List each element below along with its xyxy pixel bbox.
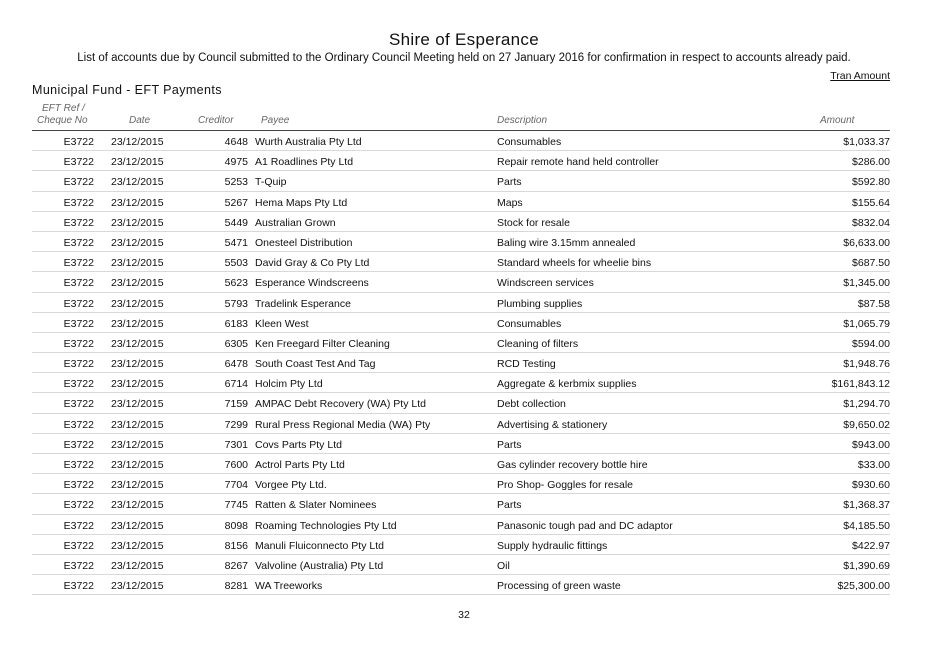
cell-amount: $4,185.50 — [843, 519, 890, 532]
cell-description: Standard wheels for wheelie bins — [497, 257, 652, 270]
cell-date: 23/12/2015 — [111, 459, 164, 471]
cell-payee: Onesteel Distribution — [255, 236, 353, 249]
cell-creditor: 8267 — [224, 559, 248, 572]
cell-payee: Esperance Windscreens — [255, 277, 369, 290]
cell-creditor: 7704 — [224, 479, 248, 492]
cell-amount: $422.97 — [852, 539, 890, 552]
cell-ref: E3722 — [63, 317, 94, 330]
cell-date: 23/12/2015 — [111, 297, 164, 310]
table-row — [32, 212, 890, 232]
cell-payee: Actrol Parts Pty Ltd — [255, 459, 345, 471]
cell-amount: $592.80 — [852, 176, 890, 189]
cell-payee: A1 Roadlines Pty Ltd — [255, 156, 354, 169]
cell-amount: $943.00 — [852, 438, 890, 451]
cell-amount: $1,345.00 — [843, 277, 890, 290]
cell-date: 23/12/2015 — [111, 539, 164, 552]
cell-ref: E3722 — [63, 257, 94, 270]
cell-creditor: 8098 — [224, 519, 248, 532]
cell-description: Aggregate & kerbmix supplies — [497, 378, 637, 391]
cell-date: 23/12/2015 — [111, 418, 164, 431]
cell-amount: $155.64 — [852, 196, 890, 209]
cell-creditor: 5253 — [224, 176, 248, 189]
cell-payee: Hema Maps Pty Ltd — [255, 196, 348, 209]
table-row — [32, 393, 890, 413]
table-row — [32, 313, 890, 333]
table-row — [32, 474, 890, 494]
cell-ref: E3722 — [63, 176, 94, 189]
cell-date: 23/12/2015 — [111, 277, 164, 290]
table-row — [32, 272, 890, 292]
cell-ref: E3722 — [63, 559, 94, 572]
cell-creditor: 5267 — [224, 196, 248, 209]
cell-ref: E3722 — [63, 337, 94, 350]
cell-amount: $1,065.79 — [843, 317, 890, 330]
cell-creditor: 5793 — [224, 297, 248, 310]
cell-amount: $9,650.02 — [843, 418, 890, 431]
cell-creditor: 6714 — [224, 378, 248, 391]
cell-ref: E3722 — [63, 358, 94, 371]
cell-creditor: 6478 — [224, 358, 248, 371]
cell-amount: $161,843.12 — [831, 378, 890, 391]
cell-creditor: 4648 — [224, 136, 248, 148]
cell-amount: $832.04 — [852, 216, 890, 229]
cell-description: Maps — [497, 196, 523, 209]
cell-description: Panasonic tough pad and DC adaptor — [497, 519, 673, 532]
table-row — [32, 575, 890, 595]
cell-payee: Covs Parts Pty Ltd — [255, 438, 342, 451]
cell-ref: E3722 — [63, 277, 94, 290]
table-row — [32, 454, 890, 474]
table-row — [32, 494, 890, 514]
cell-description: Processing of green waste — [497, 580, 621, 593]
cell-description: Debt collection — [497, 398, 566, 411]
table-row — [32, 232, 890, 252]
cell-creditor: 6305 — [224, 337, 248, 350]
cell-creditor: 8156 — [224, 539, 248, 552]
column-header-amount: Amount — [820, 115, 855, 126]
cell-payee: Australian Grown — [255, 216, 336, 229]
page-number: 32 — [458, 609, 470, 621]
cell-description: Consumables — [497, 317, 562, 330]
cell-ref: E3722 — [63, 499, 94, 512]
cell-creditor: 7299 — [224, 418, 248, 431]
cell-amount: $1,948.76 — [843, 358, 890, 371]
cell-description: Oil — [497, 559, 510, 572]
cell-creditor: 5449 — [224, 216, 248, 229]
column-header-ref-line2: Cheque No — [37, 115, 88, 126]
cell-creditor: 4975 — [224, 156, 248, 169]
cell-payee: Holcim Pty Ltd — [255, 378, 323, 391]
cell-ref: E3722 — [63, 519, 94, 532]
cell-ref: E3722 — [63, 297, 94, 310]
cell-amount: $930.60 — [852, 479, 890, 492]
fund-heading: Municipal Fund - EFT Payments — [32, 83, 222, 97]
cell-amount: $1,390.69 — [843, 559, 890, 572]
table-row — [32, 192, 890, 212]
table-row — [32, 293, 890, 313]
cell-date: 23/12/2015 — [111, 559, 164, 572]
table-row — [32, 333, 890, 353]
cell-description: Plumbing supplies — [497, 297, 583, 310]
cell-description: Stock for resale — [497, 216, 570, 229]
cell-description: Baling wire 3.15mm annealed — [497, 236, 636, 249]
cell-creditor: 5503 — [224, 257, 248, 270]
cell-description: Cleaning of filters — [497, 337, 579, 350]
table-row — [32, 535, 890, 555]
cell-payee: Rural Press Regional Media (WA) Pty — [255, 418, 431, 431]
cell-ref: E3722 — [63, 438, 94, 451]
cell-ref: E3722 — [63, 136, 94, 148]
cell-creditor: 7600 — [224, 459, 248, 471]
column-header-ref-line1: EFT Ref / — [42, 103, 85, 114]
cell-amount: $1,368.37 — [843, 499, 890, 512]
cell-date: 23/12/2015 — [111, 398, 164, 411]
cell-payee: David Gray & Co Pty Ltd — [255, 257, 370, 270]
cell-date: 23/12/2015 — [111, 257, 164, 270]
cell-payee: Tradelink Esperance — [255, 297, 351, 310]
report-title: Shire of Esperance — [389, 30, 539, 49]
cell-description: Parts — [497, 438, 522, 451]
cell-payee: T-Quip — [255, 176, 287, 189]
cell-payee: Valvoline (Australia) Pty Ltd — [255, 559, 384, 572]
cell-description: Consumables — [497, 136, 562, 148]
cell-amount: $687.50 — [852, 257, 890, 270]
cell-date: 23/12/2015 — [111, 156, 164, 169]
cell-payee: Manuli Fluiconnecto Pty Ltd — [255, 539, 384, 552]
cell-ref: E3722 — [63, 378, 94, 391]
cell-creditor: 8281 — [224, 580, 248, 593]
column-header-date: Date — [129, 115, 151, 126]
cell-creditor: 5471 — [224, 236, 248, 249]
column-header-payee: Payee — [261, 115, 290, 126]
cell-payee: Ratten & Slater Nominees — [255, 499, 377, 512]
cell-date: 23/12/2015 — [111, 479, 164, 492]
cell-payee: Roaming Technologies Pty Ltd — [255, 519, 397, 532]
cell-payee: South Coast Test And Tag — [255, 358, 376, 371]
cell-creditor: 7745 — [224, 499, 248, 512]
cell-date: 23/12/2015 — [111, 176, 164, 189]
cell-amount: $33.00 — [857, 459, 890, 471]
table-row — [32, 171, 890, 191]
cell-ref: E3722 — [63, 580, 94, 593]
cell-description: RCD Testing — [497, 358, 556, 371]
cell-creditor: 5623 — [224, 277, 248, 290]
cell-date: 23/12/2015 — [111, 378, 164, 391]
cell-description: Supply hydraulic fittings — [497, 539, 608, 552]
cell-ref: E3722 — [63, 196, 94, 209]
cell-amount: $6,633.00 — [843, 236, 890, 249]
cell-creditor: 7301 — [224, 438, 248, 451]
cell-ref: E3722 — [63, 236, 94, 249]
cell-creditor: 6183 — [224, 317, 248, 330]
cell-date: 23/12/2015 — [111, 236, 164, 249]
cell-date: 23/12/2015 — [111, 358, 164, 371]
cell-payee: Ken Freegard Filter Cleaning — [255, 337, 390, 350]
table-row — [32, 515, 890, 535]
cell-amount: $25,300.00 — [837, 580, 890, 593]
cell-date: 23/12/2015 — [111, 499, 164, 512]
table-row — [32, 353, 890, 373]
cell-ref: E3722 — [63, 156, 94, 169]
payments-table — [32, 131, 890, 595]
cell-amount: $594.00 — [852, 337, 890, 350]
cell-payee: WA Treeworks — [255, 580, 323, 593]
cell-date: 23/12/2015 — [111, 519, 164, 532]
table-row — [32, 434, 890, 454]
cell-description: Pro Shop- Goggles for resale — [497, 479, 633, 492]
report-subtitle: List of accounts due by Council submitted to the Ordinary Council Meeting held on 27 January 2016 for confirmation in respect to accounts already paid. — [77, 52, 851, 64]
column-header-description: Description — [497, 115, 548, 126]
cell-date: 23/12/2015 — [111, 317, 164, 330]
table-row — [32, 373, 890, 393]
cell-payee: Kleen West — [255, 317, 309, 330]
table-row — [32, 131, 890, 151]
cell-amount: $286.00 — [852, 156, 890, 169]
cell-ref: E3722 — [63, 418, 94, 431]
cell-ref: E3722 — [63, 398, 94, 411]
cell-description: Windscreen services — [497, 277, 594, 290]
cell-payee: AMPAC Debt Recovery (WA) Pty Ltd — [255, 398, 426, 411]
cell-description: Parts — [497, 176, 522, 189]
cell-date: 23/12/2015 — [111, 337, 164, 350]
cell-date: 23/12/2015 — [111, 196, 164, 209]
cell-ref: E3722 — [63, 216, 94, 229]
table-row — [32, 252, 890, 272]
cell-creditor: 7159 — [224, 398, 248, 411]
cell-date: 23/12/2015 — [111, 216, 164, 229]
column-header-creditor: Creditor — [198, 115, 234, 126]
table-row — [32, 555, 890, 575]
cell-ref: E3722 — [63, 539, 94, 552]
tran-amount-label: Tran Amount — [830, 70, 890, 82]
cell-amount: $87.58 — [857, 297, 890, 310]
table-row — [32, 151, 890, 171]
cell-amount: $1,033.37 — [843, 136, 890, 148]
cell-ref: E3722 — [63, 459, 94, 471]
cell-description: Repair remote hand held controller — [497, 156, 659, 169]
cell-date: 23/12/2015 — [111, 136, 164, 148]
table-row — [32, 414, 890, 434]
cell-date: 23/12/2015 — [111, 438, 164, 451]
cell-ref: E3722 — [63, 479, 94, 492]
cell-amount: $1,294.70 — [843, 398, 890, 411]
cell-payee: Wurth Australia Pty Ltd — [255, 136, 362, 148]
cell-description: Parts — [497, 499, 522, 512]
cell-description: Gas cylinder recovery bottle hire — [497, 459, 648, 471]
cell-payee: Vorgee Pty Ltd. — [255, 479, 327, 492]
cell-description: Advertising & stationery — [497, 418, 608, 431]
cell-date: 23/12/2015 — [111, 580, 164, 593]
